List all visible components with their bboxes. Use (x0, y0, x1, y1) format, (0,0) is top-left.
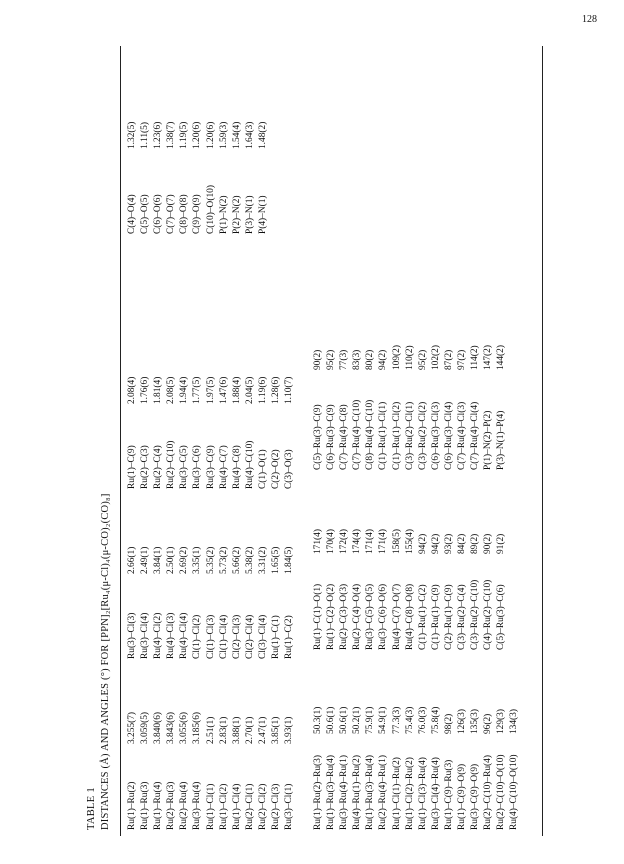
angles-label: Ru(4)–Ru(1)–Ru(2) (352, 755, 363, 830)
distances-label: Ru(3)–Cl(3) (127, 612, 137, 659)
angles-label: C(3)–Ru(2)–C(4) (457, 584, 468, 650)
distances-label: C(1)–O(1) (257, 449, 268, 489)
distances-value: 3.055(6) (179, 711, 190, 744)
angles-label: Ru(2)–C(4)–O(4) (352, 583, 363, 650)
angles-label: Ru(3)–Ru(4)–Ru(1) (339, 755, 350, 830)
distances-label: Ru(1)–C(2) (284, 615, 295, 659)
distances-label: Ru(3)–Ru(4) (192, 781, 203, 830)
distances-value: 2.50(1) (166, 546, 177, 574)
distances-value: 2.04(5) (244, 376, 255, 404)
angles-value: 170(4) (326, 529, 337, 554)
angles-label: C(6)–Ru(3)–C(9) (326, 404, 337, 470)
angles-label: C(3)–Ru(2)–Cl(1) (404, 401, 415, 470)
angles-label: Ru(4)–C(10)–O(10) (509, 754, 520, 830)
angles-label: C(7)–Ru(4)–Cl(3) (457, 401, 468, 470)
angles-label: Ru(1)–Cl(1)–Ru(2) (391, 757, 402, 830)
angles-label: Ru(1)–Ru(3)–Ru(4) (326, 755, 337, 830)
spacer-cell (126, 234, 139, 319)
distances-value: 2.51(1) (205, 716, 216, 744)
angles-value: 171(4) (365, 529, 376, 554)
distances-label: Ru(4)–C(7) (218, 445, 229, 489)
angles-value: 84(2) (457, 533, 468, 554)
distances-value: 5.73(2) (218, 546, 229, 574)
distances-value: 1.97(5) (205, 376, 216, 404)
angles-label: C(6)–Ru(3)–Cl(4) (443, 401, 454, 470)
distances-label: Cl(3)–Cl(4) (257, 614, 268, 659)
distances-label: C(2)–O(2) (271, 449, 282, 489)
distances-value: 2.83(1) (218, 716, 229, 744)
distances-value: 2.49(1) (140, 546, 151, 574)
spacer-cell (257, 234, 270, 319)
angles-label (508, 554, 521, 650)
angles-label: Ru(1)–C(1)–O(1) (313, 583, 323, 650)
distances-value: 2.08(5) (166, 376, 177, 404)
angles-value: 54.9(1) (378, 706, 389, 734)
distances-value: 2.66(1) (127, 546, 137, 574)
distances-value: 3.185(6) (192, 711, 203, 744)
distances-value: 1.23(6) (153, 121, 164, 149)
distances-value: 1.59(3) (218, 121, 229, 149)
angles-label: Ru(1)–Cl(3)–Ru(4) (417, 757, 428, 830)
spacer-cell (231, 234, 244, 319)
distances-value: 1.65(5) (271, 546, 282, 574)
angles-label: Ru(2)–C(3)–O(3) (339, 583, 350, 650)
angles-value: 135(3) (470, 709, 481, 734)
distances-value: 2.70(1) (244, 716, 255, 744)
distances-value: 1.77(5) (192, 376, 203, 404)
angles-value: 76.0(3) (417, 706, 428, 734)
distances-label: Ru(2)–Cl(3) (271, 783, 282, 830)
distances-value: 3.88(1) (231, 716, 242, 744)
distances-label: C(6)–O(6) (153, 194, 164, 234)
distances-label: P(2)–N(2) (231, 195, 242, 234)
distances-label (283, 149, 296, 234)
angles-label: C(2)–Ru(1)–C(9) (443, 584, 454, 650)
distances-label: Ru(4)–Cl(2) (153, 612, 164, 659)
distances-value: 2.47(1) (257, 716, 268, 744)
angles-value: 172(4) (339, 529, 350, 554)
distances-value: 1.38(7) (166, 121, 177, 149)
spacer-cell (218, 234, 231, 319)
distances-label: Ru(1)–C(1) (271, 615, 282, 659)
distances-value: 2.08(4) (127, 376, 137, 404)
distances-value: 2.69(2) (179, 546, 190, 574)
distances-label: Ru(2)–Cl(2) (257, 783, 268, 830)
angles-value: 171(4) (378, 529, 389, 554)
distances-value: 1.94(4) (179, 376, 190, 404)
angles-value: 114(2) (470, 345, 481, 370)
distances-label: C(5)–O(5) (140, 194, 151, 234)
distances-value: 1.28(6) (271, 376, 282, 404)
angles-label: Ru(1)–Ru(3)–Ru(4) (365, 755, 376, 830)
angles-value (508, 286, 521, 370)
angles-label: Ru(1)–C(9)–O(9) (457, 763, 468, 830)
distances-label: Cl(2)–Cl(4) (244, 614, 255, 659)
table-top-rule (120, 46, 121, 836)
angles-value: 77(3) (339, 349, 350, 370)
angles-value: 75.8(4) (430, 706, 441, 734)
rotated-table-page (80, 46, 550, 836)
distances-value: 1.20(6) (205, 121, 216, 149)
angles-value: 144(2) (496, 345, 507, 370)
angles-label: Ru(3)–C(6)–O(6) (378, 583, 389, 650)
distances-value: 3.35(1) (192, 546, 203, 574)
table-title: DISTANCES (Å) AND ANGLES (°) FOR [PPN]₂[Ru₄(μ-Cl)₄(μ-CO)₂(CO)₈] (100, 493, 111, 830)
distances-label: Ru(2)–C(10) (166, 440, 177, 489)
angles-value: 94(2) (430, 533, 441, 554)
page-number: 128 (582, 14, 597, 25)
angles-value: 129(3) (496, 709, 507, 734)
angles-value: 90(2) (483, 533, 494, 554)
distances-value: 1.32(5) (127, 121, 137, 149)
angles-label: P(3)–N(1)–P(4) (496, 410, 507, 470)
distances-value: 5.38(2) (244, 546, 255, 574)
distances-value: 1.11(5) (140, 122, 151, 149)
distances-value (270, 65, 283, 149)
angles-label: C(5)–Ru(3)–C(9) (313, 404, 323, 470)
angles-value: 97(2) (457, 349, 468, 370)
distances-label: Ru(4)–Cl(3) (166, 612, 177, 659)
distances-value (283, 65, 296, 149)
angles-value: 50.3(1) (313, 706, 323, 734)
angles-label: C(7)–Ru(4)–C(8) (339, 404, 350, 470)
distances-label: Ru(4)–Cl(4) (179, 612, 190, 659)
angles-value: 50.6(1) (339, 706, 350, 734)
angles-value: 93(2) (443, 533, 454, 554)
distances-label: Cl(1)–Cl(4) (218, 614, 229, 659)
angles-value: 110(2) (404, 345, 415, 370)
angles-label: Ru(1)–C(2)–O(2) (326, 583, 337, 650)
angles-value: 109(2) (391, 345, 402, 370)
distances-label: Ru(3)–C(9) (205, 445, 216, 489)
distances-label: Ru(3)–Cl(1) (284, 783, 295, 830)
distances-value: 3.31(2) (257, 546, 268, 574)
distances-label: Cl(2)–Cl(3) (231, 614, 242, 659)
spacer-cell (205, 234, 218, 319)
angles-value: 96(2) (483, 713, 494, 734)
distances-label: C(9)–O(9) (192, 194, 203, 234)
angles-label (508, 370, 521, 470)
distances-value: 1.64(3) (244, 121, 255, 149)
spacer-cell (270, 234, 283, 319)
distances-value: 5.66(2) (231, 546, 242, 574)
distances-table (126, 60, 296, 830)
distances-value: 3.85(1) (271, 716, 282, 744)
angles-label: C(1)–Ru(1)–C(2) (417, 584, 428, 650)
angles-label: C(7)–Ru(4)–C(10) (352, 399, 363, 470)
angles-value: 174(4) (352, 529, 363, 554)
angles-value: 147(2) (483, 345, 494, 370)
spacer-cell (191, 234, 204, 319)
distances-value: 3.84(1) (153, 546, 164, 574)
angles-value: 95(2) (326, 349, 337, 370)
distances-value: 1.19(6) (257, 376, 268, 404)
distances-label: P(1)–N(2) (218, 195, 229, 234)
angles-value: 94(2) (417, 533, 428, 554)
angles-label: P(1)–N(2)–P(2) (483, 410, 494, 470)
angles-label: Ru(3)–C(5)–O(5) (365, 583, 376, 650)
distances-label: Cl(1)–Cl(2) (192, 614, 203, 659)
angles-value: 50.2(1) (352, 706, 363, 734)
spacer-cell (283, 234, 296, 319)
distances-label: C(7)–O(7) (166, 194, 177, 234)
distances-label: C(3)–O(3) (284, 449, 295, 489)
distances-value: 1.81(4) (153, 376, 164, 404)
distances-value: 1.47(6) (218, 376, 229, 404)
angles-label: C(1)–Ru(1)–Cl(2) (391, 401, 402, 470)
angles-value: 98(2) (443, 713, 454, 734)
distances-label: Ru(1)–Cl(2) (218, 783, 229, 830)
table-label: TABLE 1 (86, 787, 97, 830)
distances-value: 1.88(4) (231, 376, 242, 404)
angles-value: 155(4) (404, 529, 415, 554)
distances-value: 1.19(5) (179, 121, 190, 149)
distances-label: C(4)–O(4) (127, 194, 137, 234)
angles-label: Ru(3)–C(9)–O(9) (470, 763, 481, 830)
spacer-cell (152, 234, 165, 319)
distances-label: Ru(2)–Cl(1) (244, 783, 255, 830)
distances-label (270, 149, 283, 234)
distances-label: Ru(2)–Ru(3) (166, 781, 177, 830)
distances-label: P(3)–N(1) (244, 195, 255, 234)
spacer-cell (165, 234, 178, 319)
distances-label: Ru(1)–Cl(4) (231, 783, 242, 830)
angles-value: 75.9(1) (365, 706, 376, 734)
angles-value: 95(2) (417, 349, 428, 370)
angles-label: C(8)–Ru(4)–C(10) (365, 399, 376, 470)
distances-label: Cl(1)–Cl(3) (205, 614, 216, 659)
distances-value: 1.20(6) (192, 121, 203, 149)
distances-value: 3.843(6) (166, 711, 177, 744)
angles-value: 87(2) (443, 349, 454, 370)
angles-table (312, 130, 522, 830)
angles-value: 89(2) (470, 533, 481, 554)
distances-value: 1.76(6) (140, 376, 151, 404)
distances-label: Ru(1)–Ru(2) (127, 781, 137, 830)
distances-label: C(8)–O(8) (179, 194, 190, 234)
angles-label: Ru(2)–Ru(4)–Ru(1) (378, 755, 389, 830)
angles-value: 171(4) (313, 529, 323, 554)
distances-value: 1.84(5) (284, 546, 295, 574)
angles-value: 94(2) (378, 349, 389, 370)
distances-value: 3.255(7) (127, 711, 137, 744)
angles-value: 50.6(1) (326, 706, 337, 734)
distances-label: Ru(3)–Cl(4) (140, 612, 151, 659)
angles-value: 77.3(3) (391, 706, 402, 734)
distances-label: C(10)–O(10) (205, 185, 216, 234)
distances-value: 5.35(2) (205, 546, 216, 574)
angles-label: C(5)–Ru(3)–C(6) (496, 584, 507, 650)
distances-value: 1.54(4) (231, 121, 242, 149)
angles-label: Ru(1)–Cl(2)–Ru(2) (404, 757, 415, 830)
table-bottom-rule (542, 46, 543, 836)
distances-label: Ru(4)–C(10) (244, 440, 255, 489)
angles-label: Ru(4)–C(8)–O(8) (404, 583, 415, 650)
angles-label: C(4)–Ru(2)–C(10) (483, 579, 494, 650)
distances-label: Ru(2)–Ru(4) (179, 781, 190, 830)
angles-label: Ru(1)–Ru(2)–Ru(3) (313, 755, 323, 830)
distances-value: 1.48(2) (257, 121, 268, 149)
distances-label: Ru(2)–C(3) (140, 445, 151, 489)
distances-label: Ru(2)–C(4) (153, 445, 164, 489)
angles-label: Ru(1)–C(9)–Ru(3) (443, 759, 454, 830)
angles-label: C(6)–Ru(3)–Cl(3) (430, 401, 441, 470)
distances-label: Ru(1)–C(9) (127, 445, 137, 489)
angles-label: Ru(3)–Cl(4)–Ru(4) (430, 757, 441, 830)
angles-label: C(3)–Ru(2)–C(10) (470, 579, 481, 650)
distances-label: Ru(1)–Ru(3) (140, 781, 151, 830)
spacer-cell (139, 234, 152, 319)
angles-value (508, 470, 521, 554)
spacer-cell (244, 234, 257, 319)
angles-value: 102(2) (430, 345, 441, 370)
angles-value: 83(3) (352, 349, 363, 370)
angles-label: C(1)–Ru(1)–C(9) (430, 584, 441, 650)
angles-value: 75.4(3) (404, 706, 415, 734)
spacer-cell (178, 234, 191, 319)
angles-value: 134(3) (509, 709, 520, 734)
distances-value: 1.10(7) (284, 376, 295, 404)
angles-value: 90(2) (313, 349, 323, 370)
angles-value: 126(3) (457, 709, 468, 734)
distances-label: P(4)–N(1) (257, 195, 268, 234)
angles-value: 80(2) (365, 349, 376, 370)
angles-label: Ru(2)–C(10)–Ru(4) (483, 755, 494, 830)
angles-label: C(3)–Ru(2)–Cl(2) (417, 401, 428, 470)
distances-value: 3.840(6) (153, 711, 164, 744)
angles-value: 158(5) (391, 529, 402, 554)
angles-label: C(1)–Ru(1)–Cl(1) (378, 401, 389, 470)
angles-label: Ru(4)–C(7)–O(7) (391, 583, 402, 650)
distances-label: Ru(1)–Ru(4) (153, 781, 164, 830)
distances-value: 3.059(5) (140, 711, 151, 744)
angles-value: 91(2) (496, 533, 507, 554)
angles-label: C(7)–Ru(4)–Cl(4) (470, 401, 481, 470)
angles-label: Ru(2)–C(10)–O(10) (496, 754, 507, 830)
distances-label: Ru(3)–C(6) (192, 445, 203, 489)
distances-label: Ru(1)–Cl(1) (205, 783, 216, 830)
distances-label: Ru(4)–C(8) (231, 445, 242, 489)
distances-label: Ru(3)–C(5) (179, 445, 190, 489)
distances-value: 3.93(1) (284, 716, 295, 744)
